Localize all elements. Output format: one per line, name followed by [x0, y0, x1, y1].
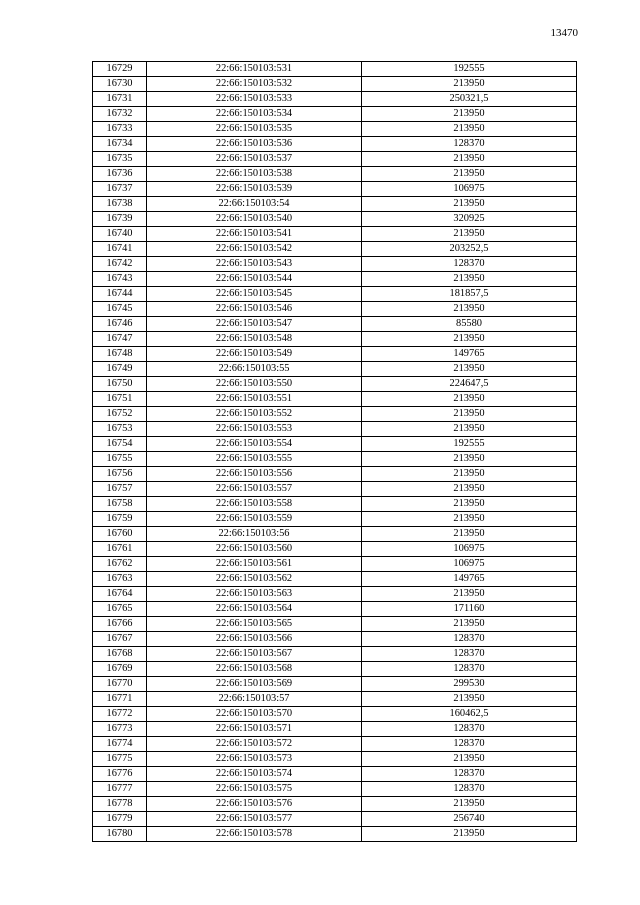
row-number-cell: 16760: [93, 527, 147, 542]
cadastral-value-cell: 256740: [362, 812, 577, 827]
table-row: [93, 317, 577, 332]
cadastral-number-cell: 22:66:150103:57: [147, 692, 362, 707]
table-row: [93, 662, 577, 677]
cadastral-number-cell: 22:66:150103:565: [147, 617, 362, 632]
row-number-cell: 16779: [93, 812, 147, 827]
cadastral-number-cell: 22:66:150103:543: [147, 257, 362, 272]
cadastral-value-cell: 85580: [362, 317, 577, 332]
table-row: [93, 377, 577, 392]
cadastral-value-cell: 192555: [362, 62, 577, 77]
row-number-cell: 16771: [93, 692, 147, 707]
cadastral-number-cell: 22:66:150103:555: [147, 452, 362, 467]
cadastral-value-cell: 213950: [362, 107, 577, 122]
table-row: [93, 347, 577, 362]
row-number-cell: 16759: [93, 512, 147, 527]
cadastral-value-cell: 320925: [362, 212, 577, 227]
row-number-cell: 16752: [93, 407, 147, 422]
row-number-cell: 16738: [93, 197, 147, 212]
cadastral-value-cell: 149765: [362, 347, 577, 362]
table-row: [93, 482, 577, 497]
cadastral-number-cell: 22:66:150103:562: [147, 572, 362, 587]
cadastral-number-cell: 22:66:150103:532: [147, 77, 362, 92]
row-number-cell: 16747: [93, 332, 147, 347]
table-row: [93, 77, 577, 92]
row-number-cell: 16763: [93, 572, 147, 587]
row-number-cell: 16769: [93, 662, 147, 677]
table-row: [93, 362, 577, 377]
cadastral-value-cell: 128370: [362, 737, 577, 752]
table-row: [93, 182, 577, 197]
row-number-cell: 16732: [93, 107, 147, 122]
cadastral-value-cell: 213950: [362, 197, 577, 212]
row-number-cell: 16777: [93, 782, 147, 797]
cadastral-value-cell: 213950: [362, 527, 577, 542]
cadastral-number-cell: 22:66:150103:578: [147, 827, 362, 842]
cadastral-value-cell: 128370: [362, 632, 577, 647]
row-number-cell: 16768: [93, 647, 147, 662]
table-row: [93, 542, 577, 557]
row-number-cell: 16757: [93, 482, 147, 497]
cadastral-value-cell: 213950: [362, 797, 577, 812]
row-number-cell: 16746: [93, 317, 147, 332]
table-row: [93, 467, 577, 482]
row-number-cell: 16730: [93, 77, 147, 92]
cadastral-value-cell: 160462,5: [362, 707, 577, 722]
table-row: [93, 557, 577, 572]
row-number-cell: 16737: [93, 182, 147, 197]
table-row: [93, 452, 577, 467]
table-row: [93, 602, 577, 617]
cadastral-number-cell: 22:66:150103:545: [147, 287, 362, 302]
table-row: [93, 797, 577, 812]
table-row: [93, 422, 577, 437]
cadastral-value-cell: 213950: [362, 482, 577, 497]
cadastral-number-cell: 22:66:150103:56: [147, 527, 362, 542]
row-number-cell: 16765: [93, 602, 147, 617]
cadastral-value-cell: 250321,5: [362, 92, 577, 107]
row-number-cell: 16751: [93, 392, 147, 407]
cadastral-value-cell: 213950: [362, 497, 577, 512]
table-row: [93, 647, 577, 662]
table-row: [93, 782, 577, 797]
cadastral-value-cell: 192555: [362, 437, 577, 452]
cadastral-value-cell: 213950: [362, 587, 577, 602]
table-body: [93, 62, 577, 842]
table-row: [93, 152, 577, 167]
cadastral-number-cell: 22:66:150103:553: [147, 422, 362, 437]
cadastral-number-cell: 22:66:150103:574: [147, 767, 362, 782]
table-row: [93, 287, 577, 302]
row-number-cell: 16773: [93, 722, 147, 737]
row-number-cell: 16778: [93, 797, 147, 812]
row-number-cell: 16736: [93, 167, 147, 182]
cadastral-value-cell: 224647,5: [362, 377, 577, 392]
row-number-cell: 16756: [93, 467, 147, 482]
cadastral-number-cell: 22:66:150103:571: [147, 722, 362, 737]
row-number-cell: 16770: [93, 677, 147, 692]
row-number-cell: 16772: [93, 707, 147, 722]
cadastral-value-cell: 149765: [362, 572, 577, 587]
row-number-cell: 16748: [93, 347, 147, 362]
row-number-cell: 16750: [93, 377, 147, 392]
cadastral-number-cell: 22:66:150103:533: [147, 92, 362, 107]
table-row: [93, 392, 577, 407]
table-row: [93, 497, 577, 512]
cadastral-number-cell: 22:66:150103:568: [147, 662, 362, 677]
cadastral-number-cell: 22:66:150103:567: [147, 647, 362, 662]
cadastral-number-cell: 22:66:150103:537: [147, 152, 362, 167]
cadastral-value-cell: 213950: [362, 407, 577, 422]
cadastral-number-cell: 22:66:150103:535: [147, 122, 362, 137]
cadastral-number-cell: 22:66:150103:566: [147, 632, 362, 647]
row-number-cell: 16761: [93, 542, 147, 557]
row-number-cell: 16741: [93, 242, 147, 257]
table-row: [93, 92, 577, 107]
table-row: [93, 137, 577, 152]
cadastral-value-cell: 213950: [362, 422, 577, 437]
row-number-cell: 16764: [93, 587, 147, 602]
table-row: [93, 692, 577, 707]
cadastral-number-cell: 22:66:150103:570: [147, 707, 362, 722]
table-row: [93, 722, 577, 737]
cadastral-number-cell: 22:66:150103:549: [147, 347, 362, 362]
table-row: [93, 272, 577, 287]
cadastral-number-cell: 22:66:150103:539: [147, 182, 362, 197]
cadastral-number-cell: 22:66:150103:541: [147, 227, 362, 242]
cadastral-value-cell: 213950: [362, 77, 577, 92]
row-number-cell: 16780: [93, 827, 147, 842]
row-number-cell: 16734: [93, 137, 147, 152]
cadastral-value-cell: 106975: [362, 557, 577, 572]
cadastral-value-cell: 213950: [362, 122, 577, 137]
cadastral-number-cell: 22:66:150103:577: [147, 812, 362, 827]
table-row: [93, 242, 577, 257]
table-row: [93, 257, 577, 272]
row-number-cell: 16762: [93, 557, 147, 572]
row-number-cell: 16744: [93, 287, 147, 302]
cadastral-value-cell: 213950: [362, 512, 577, 527]
cadastral-number-cell: 22:66:150103:531: [147, 62, 362, 77]
row-number-cell: 16731: [93, 92, 147, 107]
cadastral-value-cell: 171160: [362, 602, 577, 617]
row-number-cell: 16753: [93, 422, 147, 437]
cadastral-value-cell: 213950: [362, 452, 577, 467]
row-number-cell: 16735: [93, 152, 147, 167]
table-row: [93, 737, 577, 752]
cadastral-value-cell: 213950: [362, 302, 577, 317]
cadastral-number-cell: 22:66:150103:54: [147, 197, 362, 212]
cadastral-value-cell: 213950: [362, 827, 577, 842]
cadastral-number-cell: 22:66:150103:559: [147, 512, 362, 527]
table-row: [93, 707, 577, 722]
table-row: [93, 572, 577, 587]
row-number-cell: 16755: [93, 452, 147, 467]
row-number-cell: 16733: [93, 122, 147, 137]
cadastral-value-cell: 106975: [362, 182, 577, 197]
row-number-cell: 16775: [93, 752, 147, 767]
row-number-cell: 16767: [93, 632, 147, 647]
cadastral-number-cell: 22:66:150103:573: [147, 752, 362, 767]
cadastral-value-cell: 203252,5: [362, 242, 577, 257]
table-row: [93, 437, 577, 452]
cadastral-number-cell: 22:66:150103:542: [147, 242, 362, 257]
cadastral-number-cell: 22:66:150103:554: [147, 437, 362, 452]
cadastral-value-cell: 213950: [362, 227, 577, 242]
cadastral-value-cell: 213950: [362, 272, 577, 287]
cadastral-number-cell: 22:66:150103:575: [147, 782, 362, 797]
cadastral-number-cell: 22:66:150103:572: [147, 737, 362, 752]
row-number-cell: 16774: [93, 737, 147, 752]
cadastral-number-cell: 22:66:150103:561: [147, 557, 362, 572]
cadastral-value-cell: 213950: [362, 392, 577, 407]
row-number-cell: 16754: [93, 437, 147, 452]
cadastral-number-cell: 22:66:150103:548: [147, 332, 362, 347]
cadastral-number-cell: 22:66:150103:558: [147, 497, 362, 512]
table-row: [93, 527, 577, 542]
cadastral-value-cell: 213950: [362, 467, 577, 482]
cadastral-number-cell: 22:66:150103:556: [147, 467, 362, 482]
cadastral-number-cell: 22:66:150103:538: [147, 167, 362, 182]
cadastral-number-cell: 22:66:150103:576: [147, 797, 362, 812]
table-row: [93, 62, 577, 77]
table-row: [93, 407, 577, 422]
row-number-cell: 16743: [93, 272, 147, 287]
row-number-cell: 16745: [93, 302, 147, 317]
cadastral-number-cell: 22:66:150103:547: [147, 317, 362, 332]
table-row: [93, 167, 577, 182]
cadastral-value-cell: 299530: [362, 677, 577, 692]
cadastral-value-cell: 128370: [362, 782, 577, 797]
table-row: [93, 197, 577, 212]
table-row: [93, 107, 577, 122]
table-row: [93, 677, 577, 692]
cadastral-value-cell: 128370: [362, 647, 577, 662]
cadastral-number-cell: 22:66:150103:544: [147, 272, 362, 287]
cadastral-value-cell: 213950: [362, 152, 577, 167]
row-number-cell: 16740: [93, 227, 147, 242]
cadastral-number-cell: 22:66:150103:563: [147, 587, 362, 602]
cadastral-number-cell: 22:66:150103:569: [147, 677, 362, 692]
table-row: [93, 632, 577, 647]
table-row: [93, 767, 577, 782]
cadastral-number-cell: 22:66:150103:540: [147, 212, 362, 227]
table-row: [93, 587, 577, 602]
table-row: [93, 812, 577, 827]
cadastral-value-cell: 213950: [362, 617, 577, 632]
table-row: [93, 332, 577, 347]
table-row: [93, 212, 577, 227]
cadastral-number-cell: 22:66:150103:564: [147, 602, 362, 617]
cadastral-value-cell: 213950: [362, 752, 577, 767]
row-number-cell: 16739: [93, 212, 147, 227]
row-number-cell: 16749: [93, 362, 147, 377]
row-number-cell: 16776: [93, 767, 147, 782]
cadastral-value-cell: 213950: [362, 332, 577, 347]
row-number-cell: 16742: [93, 257, 147, 272]
cadastral-number-cell: 22:66:150103:546: [147, 302, 362, 317]
cadastral-number-cell: 22:66:150103:560: [147, 542, 362, 557]
cadastral-value-cell: 106975: [362, 542, 577, 557]
table-row: [93, 512, 577, 527]
table-row: [93, 752, 577, 767]
cadastral-value-cell: 128370: [362, 137, 577, 152]
cadastral-number-cell: 22:66:150103:552: [147, 407, 362, 422]
cadastral-number-cell: 22:66:150103:55: [147, 362, 362, 377]
cadastral-value-cell: 128370: [362, 722, 577, 737]
table-row: [93, 617, 577, 632]
cadastral-value-cell: 128370: [362, 662, 577, 677]
cadastral-value-cell: 181857,5: [362, 287, 577, 302]
table-row: [93, 302, 577, 317]
row-number-cell: 16729: [93, 62, 147, 77]
cadastral-value-table: [92, 61, 577, 842]
table-row: [93, 122, 577, 137]
cadastral-value-cell: 128370: [362, 767, 577, 782]
cadastral-value-cell: 128370: [362, 257, 577, 272]
cadastral-number-cell: 22:66:150103:557: [147, 482, 362, 497]
cadastral-number-cell: 22:66:150103:534: [147, 107, 362, 122]
cadastral-value-cell: 213950: [362, 362, 577, 377]
row-number-cell: 16758: [93, 497, 147, 512]
cadastral-number-cell: 22:66:150103:550: [147, 377, 362, 392]
page-number: 13470: [550, 27, 578, 39]
table-row: [93, 827, 577, 842]
cadastral-number-cell: 22:66:150103:536: [147, 137, 362, 152]
cadastral-value-cell: 213950: [362, 167, 577, 182]
row-number-cell: 16766: [93, 617, 147, 632]
cadastral-value-cell: 213950: [362, 692, 577, 707]
table-row: [93, 227, 577, 242]
cadastral-number-cell: 22:66:150103:551: [147, 392, 362, 407]
